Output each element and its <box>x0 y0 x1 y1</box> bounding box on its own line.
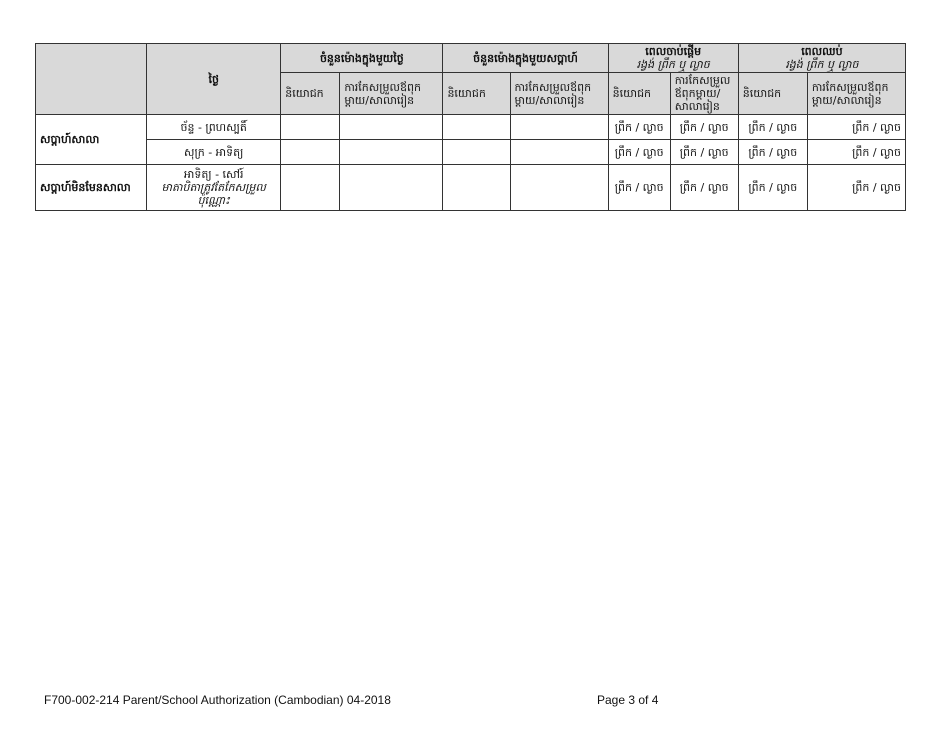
page-number: Page 3 of 4 <box>597 693 659 707</box>
end-employer-ampm[interactable]: ព្រឹក / ល្ងាច <box>738 140 807 165</box>
hours-day-employer-field[interactable] <box>281 165 340 211</box>
start-time-header <box>608 44 738 73</box>
hours-week-parent-field[interactable] <box>510 140 608 165</box>
hours-per-day-label: ចំនួនម៉ោងក្នុងមួយថ្ងៃ <box>319 51 404 65</box>
end-time-label: ពេលឈប់ <box>801 45 843 58</box>
start-employer-ampm[interactable]: ព្រឹក / ល្ងាច <box>608 115 670 140</box>
employer-header-3: និយោជក <box>608 73 670 115</box>
employer-header-4: និយោជក <box>738 73 807 115</box>
non-school-note: មាតាបិតាត្រូវតែកែសម្រួលប៉ុណ្ណោះ <box>161 181 266 207</box>
start-time-label: ពេលចាប់ផ្តើម <box>645 45 702 58</box>
end-employer-ampm[interactable]: ព្រឹក / ល្ងាច <box>738 115 807 140</box>
employer-header-2: និយោជក <box>443 73 510 115</box>
school-week-label: សប្តាហ៍សាលា <box>36 115 147 165</box>
hours-per-week-label: ចំនួនម៉ោងក្នុងមួយសប្តាហ៍ <box>473 51 578 65</box>
schedule-table <box>35 43 906 211</box>
fri-sun-label: សុក្រ - អាទិត្យ <box>147 140 281 165</box>
employer-header-1: និយោជក <box>281 73 340 115</box>
hours-week-employer-field[interactable] <box>443 115 510 140</box>
parent-school-header-2: ការកែសម្រួលឪពុកម្តាយ/សាលារៀន <box>510 73 608 115</box>
hours-per-week-header <box>443 44 608 73</box>
start-parent-ampm[interactable]: ព្រឹក / ល្ងាច <box>670 115 738 140</box>
table-row <box>36 115 906 140</box>
start-employer-ampm[interactable]: ព្រឹក / ល្ងាច <box>608 165 670 211</box>
table-row <box>36 165 906 211</box>
sun-sat-cell <box>147 165 281 211</box>
start-time-sub: រង្វង់ ព្រឹក ឬ ល្ងាច <box>636 58 710 71</box>
start-parent-ampm[interactable]: ព្រឹក / ល្ងាច <box>670 140 738 165</box>
hours-per-day-header <box>281 44 443 73</box>
hours-day-parent-field[interactable] <box>340 140 443 165</box>
start-parent-ampm[interactable]: ព្រឹក / ល្ងាច <box>670 165 738 211</box>
hours-week-parent-field[interactable] <box>510 115 608 140</box>
non-school-week-label: សប្តាហ៍មិនមែនសាលា <box>36 165 147 211</box>
hours-day-employer-field[interactable] <box>281 115 340 140</box>
day-header: ថ្ងៃ <box>147 44 281 115</box>
hours-week-employer-field[interactable] <box>443 140 510 165</box>
table-row <box>36 140 906 165</box>
sun-sat-label: អាទិត្យ - សៅរ៍ <box>183 168 244 181</box>
end-employer-ampm[interactable]: ព្រឹក / ល្ងាច <box>738 165 807 211</box>
end-parent-ampm[interactable]: ព្រឹក / ល្ងាច <box>807 165 905 211</box>
end-parent-ampm[interactable]: ព្រឹក / ល្ងាច <box>807 140 905 165</box>
parent-school-header-3: ការកែសម្រួលឪពុកម្តាយ/សាលារៀន <box>670 73 738 115</box>
mon-thu-label: ច័ន្ទ - ព្រហស្បតិ៍ <box>147 115 281 140</box>
form-id: F700-002-214 Parent/School Authorization (Cambodian) 04-2018 <box>44 693 391 707</box>
parent-school-header-4: ការកែសម្រួលឪពុកម្តាយ/សាលារៀន <box>807 73 905 115</box>
end-time-sub: រង្វង់ ព្រឹក ឬ ល្ងាច <box>785 58 859 71</box>
end-time-header <box>738 44 905 73</box>
hours-week-employer-field[interactable] <box>443 165 510 211</box>
hours-day-employer-field[interactable] <box>281 140 340 165</box>
parent-school-header-1: ការកែសម្រួលឪពុកម្តាយ/សាលារៀន <box>340 73 443 115</box>
hours-week-parent-field[interactable] <box>510 165 608 211</box>
start-employer-ampm[interactable]: ព្រឹក / ល្ងាច <box>608 140 670 165</box>
corner-cell <box>36 44 147 115</box>
end-parent-ampm[interactable]: ព្រឹក / ល្ងាច <box>807 115 905 140</box>
hours-day-parent-field[interactable] <box>340 115 443 140</box>
hours-day-parent-field[interactable] <box>340 165 443 211</box>
